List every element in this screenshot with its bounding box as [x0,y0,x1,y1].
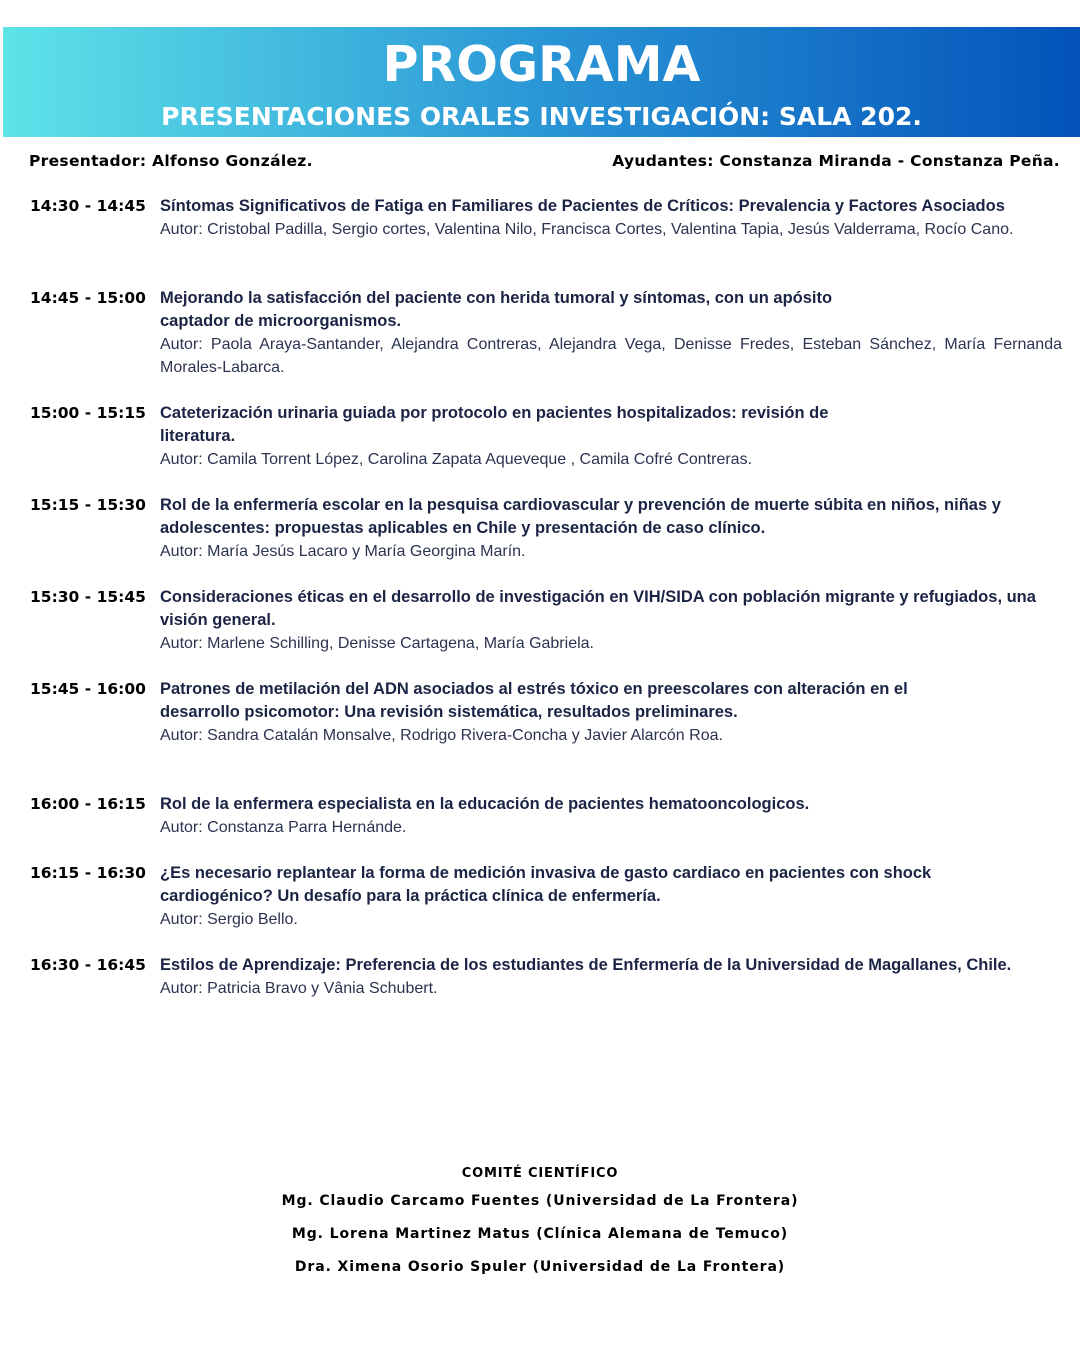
committee-member: Mg. Claudio Carcamo Fuentes (Universidad de La Frontera) [281,1193,799,1209]
session-title: Mejorando la satisfacción del paciente con herida tumoral y síntomas, con un apósito captador de microorganismos. [160,289,833,330]
session-title: Patrones de metilación del ADN asociados al estrés tóxico en preescolares con alteración en el desarrollo psicomotor: Una revisión sistemática, resultados preliminares. [160,680,908,721]
session-content [160,287,880,333]
session-content [160,954,1072,1000]
session-content [160,494,1062,563]
committee-member: Dra. Ximena Osorio Spuler (Universidad de La Frontera) [294,1259,786,1275]
session-time: 14:45 - 15:00 [30,289,146,307]
session-title: ¿Es necesario replantear la forma de medición invasiva de gasto cardiaco en pacientes con shock cardiogénico? Un desafío para la práctica clínica de enfermería. [160,864,932,905]
session-content [160,678,912,724]
session-content [160,333,1062,379]
session-time: 15:00 - 15:15 [30,404,146,422]
session-title: Síntomas Significativos de Fatiga en Familiares de Pacientes de Críticos: Prevalencia y Factores Asociados [160,197,1005,215]
session-time: 15:45 - 16:00 [30,680,146,698]
session-author: Autor: Cristobal Padilla, Sergio cortes, Valentina Nilo, Francisca Cortes, Valentina Tapia, Jesús Valderrama, Rocío Cano. [160,221,1014,238]
session-author: Autor: Camila Torrent López, Carolina Zapata Aqueveque , Camila Cofré Contreras. [160,451,753,468]
committee-heading: COMITÉ CIENTÍFICO [461,1166,619,1181]
helpers-label: Ayudantes: Constanza Miranda - Constanza Peña. [612,152,1060,170]
session-author: Autor: Sergio Bello. [160,911,298,928]
session-title: Consideraciones éticas en el desarrollo de investigación en VIH/SIDA con población migrante y refugiados, una visión general. [160,588,1036,629]
session-author: Autor: Sandra Catalán Monsalve, Rodrigo Rivera-Concha y Javier Alarcón Roa. [160,727,723,744]
session-content [160,586,1062,655]
session-title: Cateterización urinaria guiada por protocolo en pacientes hospitalizados: revisión de literatura. [160,404,829,445]
page-subtitle: PRESENTACIONES ORALES INVESTIGACIÓN: SALA 202. [161,102,922,131]
session-author: Autor: Patricia Bravo y Vânia Schubert. [160,980,438,997]
presenter-label: Presentador: Alfonso González. [29,152,313,170]
header-banner [3,27,1080,137]
session-content [160,195,1062,241]
session-time: 16:00 - 16:15 [30,795,146,813]
session-time: 14:30 - 14:45 [30,197,146,215]
session-time: 16:15 - 16:30 [30,864,146,882]
session-content [160,448,1062,471]
session-title: Estilos de Aprendizaje: Preferencia de los estudiantes de Enfermería de la Universidad de Magallanes, Chile. [160,956,1012,974]
committee-member: Mg. Lorena Martinez Matus (Clínica Alemana de Temuco) [291,1226,789,1242]
session-author: Autor: Marlene Schilling, Denisse Cartagena, María Gabriela. [160,635,594,652]
session-author: Autor: Constanza Parra Hernánde. [160,819,407,836]
session-content [160,793,1062,839]
session-content [160,724,1062,747]
session-author: Autor: Paola Araya-Santander, Alejandra Contreras, Alejandra Vega, Denisse Fredes, Esteban Sánchez, María Fernanda Morales-Labarca. [160,336,1062,376]
session-title: Rol de la enfermera especialista en la educación de pacientes hematooncologicos. [160,795,810,813]
session-content [160,862,992,931]
scientific-committee [0,1163,1080,1284]
session-time: 16:30 - 16:45 [30,956,146,974]
session-time: 15:15 - 15:30 [30,496,146,514]
session-title: Rol de la enfermería escolar en la pesquisa cardiovascular y prevención de muerte súbita en niños, niñas y adolescentes: propuestas aplicables en Chile y presentación de caso clínico. [160,496,1001,537]
session-content [160,402,882,448]
staff-row [29,152,1060,176]
session-author: Autor: María Jesús Lacaro y María Georgina Marín. [160,543,526,560]
session-time: 15:30 - 15:45 [30,588,146,606]
page-title: PROGRAMA [382,36,701,93]
